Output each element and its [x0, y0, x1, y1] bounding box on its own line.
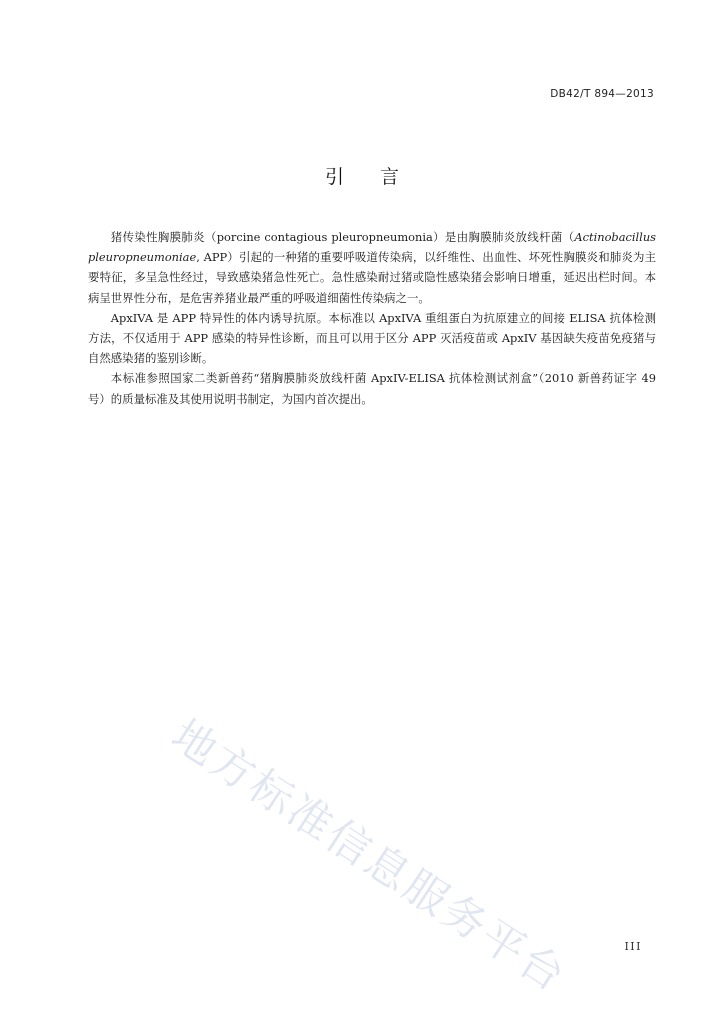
paragraph-1-part-1: 猪传染性胸膜肺炎（porcine contagious pleuropneumonia）是由胸膜肺炎放线杆菌（: [110, 230, 575, 244]
watermark: 地方标准信息服务平台: [162, 710, 576, 1003]
body-text: [88, 227, 656, 409]
section-title: 引言: [324, 166, 435, 188]
paragraph-1: [88, 227, 656, 308]
paragraph-1-part-2: , APP）引起的一种猪的重要呼吸道传染病，以纤维性、出血性、坏死性胸膜炎和肺炎为主要特征，多呈急性经过，导致感染猪急性死亡。急性感染耐过猪或隐性感染猪会影响日增重，延迟出栏时间。本病呈世界性分布，是危害养猪业最严重的呼吸道细菌性传染病之一。: [88, 250, 656, 305]
paragraph-3: 本标准参照国家二类新兽药“猪胸膜肺炎放线杆菌 ApxIV-ELISA 抗体检测试剂盒”（2010 新兽药证字 49 号）的质量标准及其使用说明书制定，为国内首次提出。: [88, 371, 656, 406]
paragraph-2: ApxIVA 是 APP 特异性的体内诱导抗原。本标准以 ApxIVA 重组蛋白为抗原建立的间接 ELISA 抗体检测方法，不仅适用于 APP 感染的特异性诊断，而且可以用于区分 APP 灭活疫苗或 ApxIV 基因缺失疫苗免疫猪与自然感染猪的鉴别诊断。: [88, 310, 656, 366]
paragraph-1-italic-species: Actinobacillus pleuropneumoniae: [88, 230, 656, 265]
document-code: DB42/T 894—2013: [550, 88, 654, 100]
page-number: III: [624, 940, 642, 953]
